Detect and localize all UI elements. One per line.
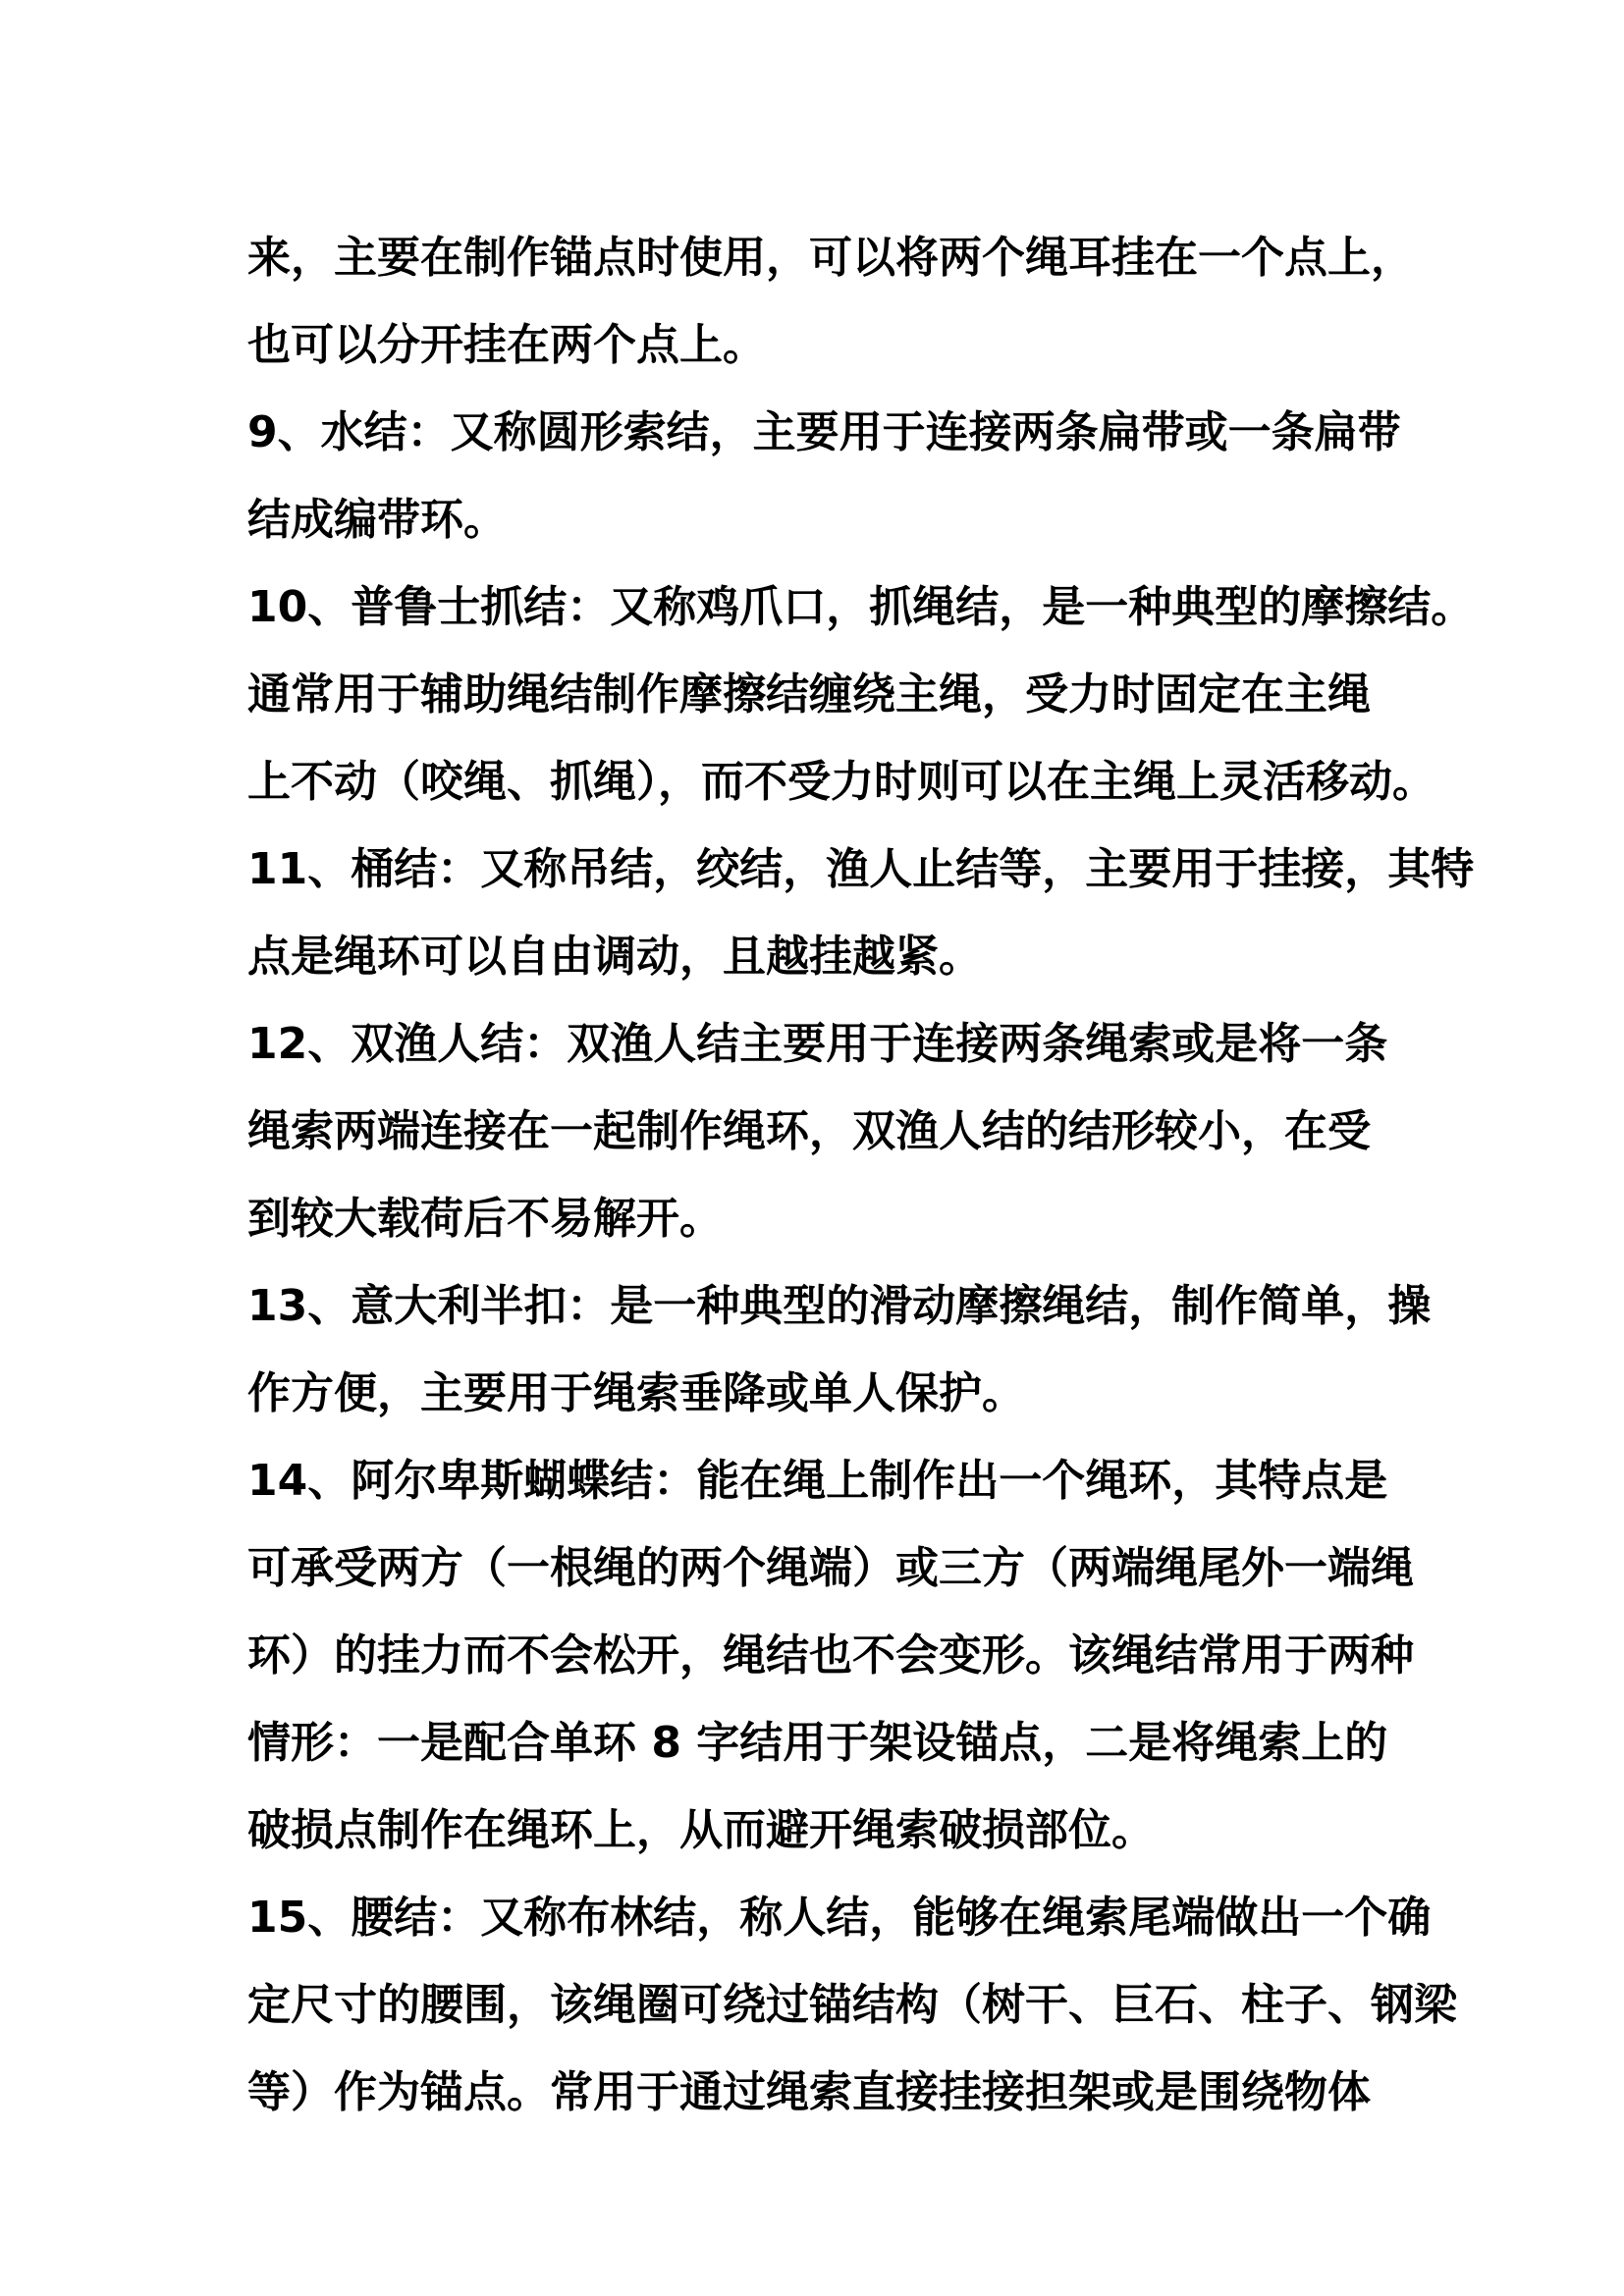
text-line: 绳索两端连接在一起制作绳环，双渔人结的结形较小，在受 xyxy=(247,1106,1371,1156)
text-line: 环）的挂力而不会松开，绳结也不会变形。该绳结常用于两种 xyxy=(247,1630,1414,1681)
text-line: 13、意大利半扣：是一种典型的滑动摩擦绳结，制作简单，操 xyxy=(247,1281,1432,1331)
text-line: 结成编带环。 xyxy=(247,495,507,545)
text-line: 10、普鲁士抓结：又称鸡爪口，抓绳结，是一种典型的摩擦结。 xyxy=(247,582,1475,632)
text-line: 14、阿尔卑斯蝴蝶结：能在绳上制作出一个绳环，其特点是 xyxy=(247,1456,1388,1506)
text-line: 通常用于辅助绳结制作摩擦结缠绕主绳，受力时固定在主绳 xyxy=(247,669,1371,720)
text-line: 情形：一是配合单环 8 字结用于架设锚点，二是将绳索上的 xyxy=(247,1718,1388,1768)
text-line: 11、桶结：又称吊结，绞结，渔人止结等，主要用于挂接，其特 xyxy=(247,844,1475,894)
text-line: 也可以分开挂在两个点上。 xyxy=(247,320,766,370)
text-line: 上不动（咬绳、抓绳），而不受力时则可以在主绳上灵活移动。 xyxy=(247,757,1435,807)
text-line: 9、水结：又称圆形索结，主要用于连接两条扁带或一条扁带 xyxy=(247,407,1401,457)
document-body xyxy=(247,214,1475,2136)
text-line: 作方便，主要用于绳索垂降或单人保护。 xyxy=(247,1368,1025,1418)
text-line: 点是绳环可以自由调动，且越挂越紧。 xyxy=(247,932,982,982)
text-line: 可承受两方（一根绳的两个绳端）或三方（两端绳尾外一端绳 xyxy=(247,1543,1414,1593)
text-line: 12、双渔人结：双渔人结主要用于连接两条绳索或是将一条 xyxy=(247,1019,1388,1069)
text-line: 等）作为锚点。常用于通过绳索直接挂接担架或是围绕物体 xyxy=(247,2067,1371,2117)
text-line: 来，主要在制作锚点时使用，可以将两个绳耳挂在一个点上， xyxy=(247,233,1414,283)
text-line: 到较大载荷后不易解开。 xyxy=(247,1194,723,1244)
text-line: 破损点制作在绳环上，从而避开绳索破损部位。 xyxy=(247,1805,1155,1855)
text-line: 15、腰结：又称布林结，称人结，能够在绳索尾端做出一个确 xyxy=(247,1893,1432,1943)
text-line: 定尺寸的腰围，该绳圈可绕过锚结构（树干、巨石、柱子、钢梁 xyxy=(247,1980,1457,2030)
